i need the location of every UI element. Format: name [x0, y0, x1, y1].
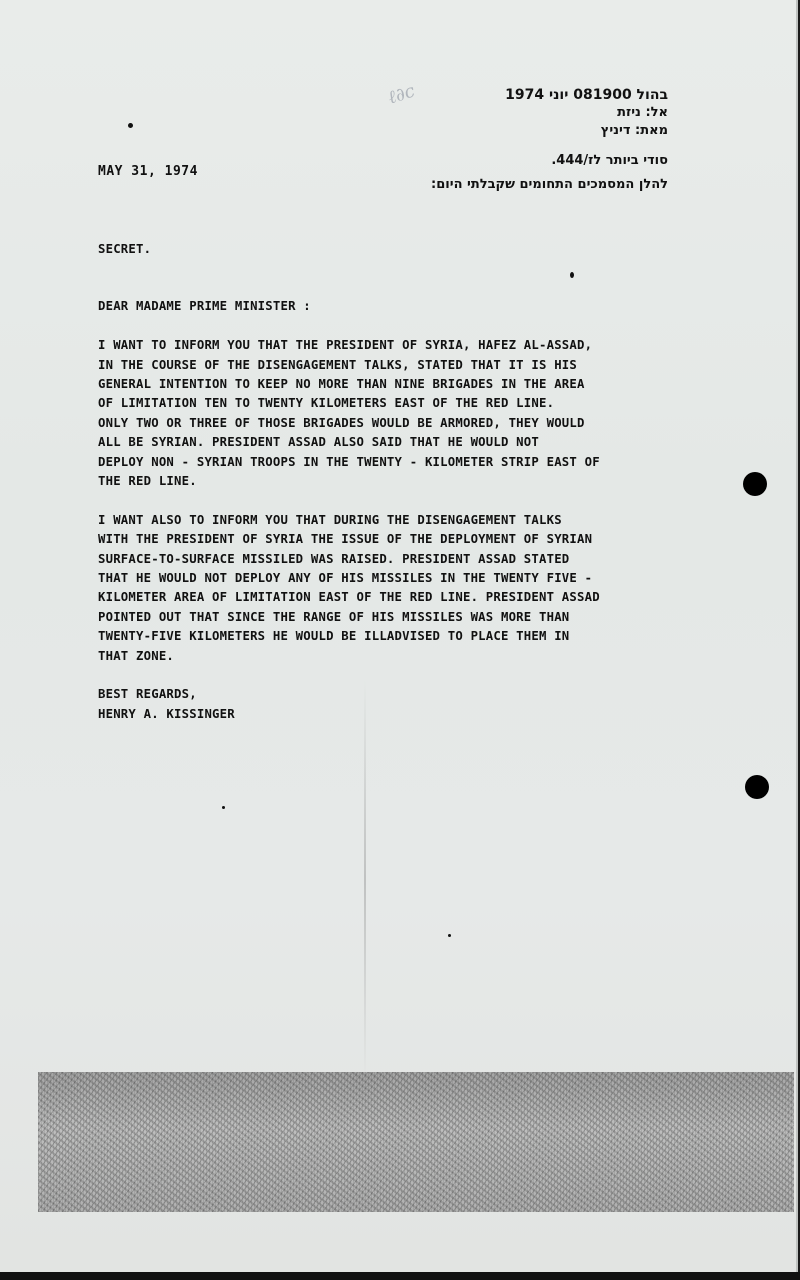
ink-speck: [222, 806, 225, 809]
punch-hole-bottom: [745, 775, 769, 799]
text-line: I WANT ALSO TO INFORM YOU THAT DURING THE DISENGAGEMENT TALKS: [98, 512, 562, 527]
text-line: IN THE COURSE OF THE DISENGAGEMENT TALKS, STATED THAT IT IS HIS: [98, 357, 578, 372]
text-line: THAT HE WOULD NOT DEPLOY ANY OF HIS MISSILES IN THE TWENTY FIVE -: [98, 571, 593, 586]
text-line: OF LIMITATION TEN TO TWENTY KILOMETERS EAST OF THE RED LINE.: [98, 396, 555, 411]
header-line-to: אל: ניזת: [617, 105, 668, 120]
header-line-from: מאת: דיניץ: [600, 123, 668, 138]
letter-body: [98, 240, 748, 724]
closing: BEST REGARDS,: [98, 687, 197, 702]
text-line: I WANT TO INFORM YOU THAT THE PRESIDENT OF SYRIA, HAFEZ AL-ASSAD,: [98, 338, 593, 353]
salutation: DEAR MADAME PRIME MINISTER :: [98, 299, 311, 314]
text-line: TWENTY-FIVE KILOMETERS HE WOULD BE ILLADVISED TO PLACE THEM IN: [98, 629, 570, 644]
hebrew-header: [348, 86, 668, 194]
text-line: WITH THE PRESIDENT OF SYRIA THE ISSUE OF THE DEPLOYMENT OF SYRIAN: [98, 532, 593, 547]
text-line: GENERAL INTENTION TO KEEP NO MORE THAN NINE BRIGADES IN THE AREA: [98, 377, 585, 392]
punch-hole-top: [743, 472, 767, 496]
text-line: THE RED LINE.: [98, 474, 197, 489]
text-line: KILOMETER AREA OF LIMITATION EAST OF THE RED LINE. PRESIDENT ASSAD: [98, 590, 600, 605]
header-line-intro: להלן המסמכים התחומים שקבלתי היום:: [431, 177, 668, 192]
header-line-classification: סודי ביותר לז/444.: [551, 153, 668, 168]
text-line: POINTED OUT THAT SINCE THE RANGE OF HIS MISSILES WAS MORE THAN: [98, 609, 570, 624]
scan-bottom-edge: [0, 1272, 800, 1280]
classification-label: SECRET.: [98, 242, 152, 256]
pencil-annotation: ℓ∂c: [385, 80, 418, 109]
paragraph-syria-brigades: [98, 336, 748, 491]
text-line: THAT ZONE.: [98, 648, 175, 663]
signature: HENRY A. KISSINGER: [98, 706, 235, 721]
paragraph-syria-missiles: [98, 511, 748, 666]
ink-speck: [128, 123, 133, 128]
ink-speck: [448, 934, 451, 937]
header-line-urgent: בהול 081900 יוני 1974: [505, 87, 668, 103]
text-line: ONLY TWO OR THREE OF THOSE BRIGADES WOULD BE ARMORED, THEY WOULD: [98, 415, 585, 430]
text-line: DEPLOY NON - SYRIAN TROOPS IN THE TWENTY - KILOMETER STRIP EAST OF: [98, 454, 600, 469]
letter-date: MAY 31, 1974: [98, 164, 198, 179]
text-line: ALL BE SYRIAN. PRESIDENT ASSAD ALSO SAID THAT HE WOULD NOT: [98, 435, 539, 450]
text-line: SURFACE-TO-SURFACE MISSILED WAS RAISED. PRESIDENT ASSAD STATED: [98, 551, 570, 566]
ink-speck: [570, 272, 574, 278]
scan-noise-band: [38, 1072, 794, 1212]
page-fold: [364, 680, 366, 1080]
